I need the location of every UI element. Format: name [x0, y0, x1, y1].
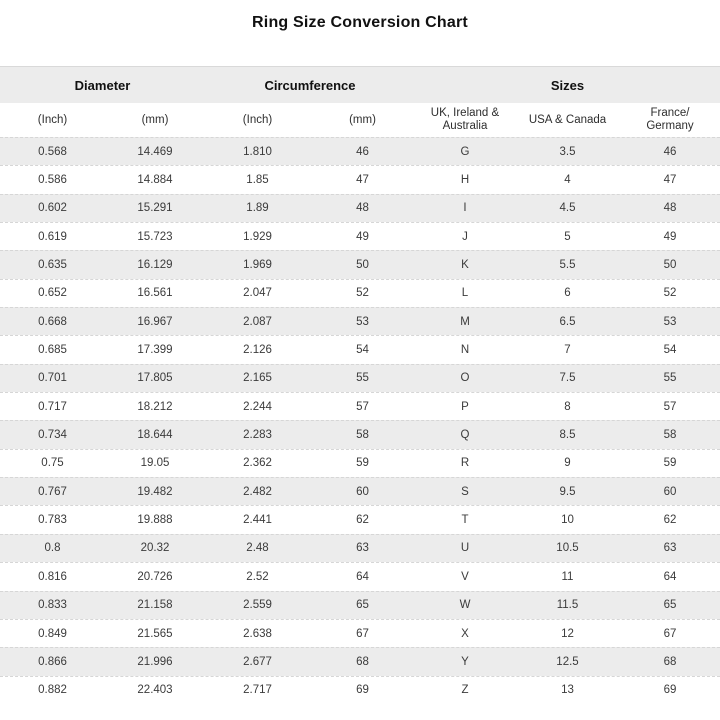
- table-cell: 11: [561, 570, 574, 583]
- table-cell: 1.969: [243, 259, 272, 272]
- table-cell: 6.5: [559, 315, 576, 328]
- table-cell: 46: [356, 145, 369, 158]
- table-cell: 0.882: [38, 684, 67, 697]
- table-cell: 21.996: [137, 655, 173, 668]
- table-cell: 49: [356, 230, 369, 243]
- table-cell: 15.723: [137, 230, 173, 243]
- table-cell: 16.967: [137, 315, 173, 328]
- table-cell: 18.212: [137, 400, 173, 413]
- table-cell: J: [462, 230, 468, 243]
- table-row: [0, 505, 720, 533]
- table-cell: 2.244: [243, 400, 272, 413]
- table-row: [0, 392, 720, 420]
- table-cell: 47: [663, 174, 677, 187]
- table-cell: 55: [356, 372, 369, 385]
- table-cell: 11.5: [556, 599, 579, 612]
- table-cell: 54: [356, 344, 369, 357]
- table-cell: 2.362: [243, 457, 272, 470]
- table-cell: 2.441: [243, 514, 272, 527]
- table-cell: 14.469: [137, 145, 173, 158]
- table-cell: 1.929: [243, 230, 272, 243]
- table-cell: 2.047: [243, 287, 272, 300]
- table-cell: 0.866: [38, 655, 67, 668]
- table-cell: 21.565: [137, 627, 173, 640]
- table-cell: 21.158: [137, 599, 173, 612]
- table-cell: 12.5: [556, 655, 579, 668]
- table-cell: 5.5: [559, 259, 576, 272]
- table-subheader-row: [0, 103, 720, 137]
- table-cell: 0.635: [38, 259, 67, 272]
- table-cell: 62: [356, 514, 369, 527]
- group-header-circumference: Circumference: [264, 77, 356, 93]
- table-cell: 64: [356, 570, 369, 583]
- table-row: [0, 222, 720, 250]
- table-cell: 0.783: [38, 514, 67, 527]
- table-group-header-row: [0, 66, 720, 103]
- table-cell: M: [460, 315, 470, 328]
- table-cell: G: [460, 145, 470, 158]
- table-cell: 2.087: [243, 315, 272, 328]
- table-cell: I: [463, 202, 467, 215]
- column-header-mm: (mm): [349, 113, 376, 126]
- table-cell: 0.767: [38, 485, 67, 498]
- table-cell: 67: [356, 627, 369, 640]
- table-cell: 57: [663, 400, 677, 413]
- table-cell: 17.805: [137, 372, 173, 385]
- table-cell: 64: [663, 570, 677, 583]
- table-row: [0, 364, 720, 392]
- table-body: [0, 137, 720, 704]
- table-cell: 2.559: [243, 599, 272, 612]
- table-cell: 2.165: [243, 372, 272, 385]
- table-cell: 69: [663, 684, 677, 697]
- table-cell: 46: [663, 145, 677, 158]
- table-cell: 59: [663, 457, 677, 470]
- ring-size-conversion-table: [0, 66, 720, 704]
- table-cell: 5: [564, 230, 571, 243]
- table-cell: 0.833: [38, 599, 67, 612]
- table-cell: 0.568: [38, 145, 67, 158]
- table-cell: 2.52: [246, 570, 269, 583]
- table-cell: 4: [564, 174, 571, 187]
- table-cell: 55: [663, 372, 677, 385]
- table-cell: 58: [356, 429, 369, 442]
- table-row: [0, 307, 720, 335]
- table-cell: 0.619: [38, 230, 67, 243]
- table-cell: 68: [356, 655, 369, 668]
- table-cell: N: [460, 344, 470, 357]
- table-cell: 19.05: [140, 457, 170, 470]
- table-cell: 65: [356, 599, 369, 612]
- table-row: [0, 335, 720, 363]
- table-cell: 65: [663, 599, 677, 612]
- table-cell: P: [461, 400, 469, 413]
- table-cell: 0.849: [38, 627, 67, 640]
- table-cell: 63: [663, 542, 677, 555]
- table-cell: 0.668: [38, 315, 67, 328]
- table-cell: 0.652: [38, 287, 67, 300]
- table-cell: 2.482: [243, 485, 272, 498]
- table-cell: 19.482: [137, 485, 173, 498]
- table-cell: H: [460, 174, 470, 187]
- table-cell: 49: [663, 230, 677, 243]
- table-cell: 54: [663, 344, 677, 357]
- table-cell: 58: [663, 429, 677, 442]
- table-row: [0, 562, 720, 590]
- table-cell: 19.888: [137, 514, 173, 527]
- table-cell: 68: [663, 655, 677, 668]
- table-row: [0, 477, 720, 505]
- table-cell: 0.734: [38, 429, 67, 442]
- table-cell: 2.717: [243, 684, 272, 697]
- table-cell: 7.5: [559, 372, 576, 385]
- table-cell: 2.677: [243, 655, 272, 668]
- group-header-diameter: Diameter: [74, 77, 131, 93]
- table-cell: 2.48: [246, 542, 269, 555]
- table-cell: 7: [564, 344, 571, 357]
- table-cell: 0.8: [44, 542, 61, 555]
- column-header-mm: (mm): [141, 113, 169, 126]
- table-cell: 2.283: [243, 429, 272, 442]
- table-cell: T: [461, 514, 469, 527]
- table-cell: 60: [356, 485, 369, 498]
- table-cell: 60: [663, 485, 677, 498]
- table-cell: 47: [356, 174, 369, 187]
- table-cell: 0.586: [38, 174, 67, 187]
- table-cell: 9: [564, 457, 571, 470]
- table-row: [0, 165, 720, 193]
- table-cell: 0.816: [38, 570, 67, 583]
- table-cell: 0.602: [38, 202, 67, 215]
- table-cell: 69: [356, 684, 369, 697]
- page-title: Ring Size Conversion Chart: [252, 14, 468, 31]
- table-cell: 59: [356, 457, 369, 470]
- table-cell: 1.85: [246, 174, 269, 187]
- table-row: [0, 449, 720, 477]
- table-cell: 13: [561, 684, 574, 697]
- table-cell: 2.638: [243, 627, 272, 640]
- table-row: [0, 194, 720, 222]
- table-cell: 57: [356, 400, 369, 413]
- column-header-uk-ireland-australia: UK, Ireland & Australia: [430, 107, 500, 132]
- table-cell: 0.75: [41, 457, 64, 470]
- table-cell: 52: [663, 287, 677, 300]
- table-cell: 18.644: [137, 429, 173, 442]
- table-row: [0, 676, 720, 704]
- table-cell: 17.399: [137, 344, 173, 357]
- column-header-inch: (Inch): [242, 113, 273, 126]
- table-cell: 48: [663, 202, 677, 215]
- table-cell: Z: [461, 684, 469, 697]
- table-cell: 1.810: [243, 145, 272, 158]
- table-cell: 52: [356, 287, 369, 300]
- table-cell: W: [459, 599, 471, 612]
- table-cell: 4.5: [559, 202, 576, 215]
- table-cell: L: [461, 287, 469, 300]
- table-cell: Q: [460, 429, 470, 442]
- table-cell: 20.726: [137, 570, 173, 583]
- table-cell: K: [461, 259, 469, 272]
- table-cell: 8.5: [559, 429, 576, 442]
- table-cell: 6: [564, 287, 571, 300]
- table-cell: X: [461, 627, 469, 640]
- table-cell: 9.5: [559, 485, 576, 498]
- table-cell: 0.701: [38, 372, 67, 385]
- table-cell: 1.89: [246, 202, 269, 215]
- table-row: [0, 420, 720, 448]
- table-cell: U: [460, 542, 470, 555]
- table-cell: Y: [461, 655, 469, 668]
- table-row: [0, 534, 720, 562]
- table-row: [0, 137, 720, 165]
- table-cell: S: [461, 485, 469, 498]
- column-header-france-germany: France/ Germany: [646, 107, 694, 132]
- column-header-inch: (Inch): [37, 113, 68, 126]
- table-cell: 50: [356, 259, 369, 272]
- table-cell: 20.32: [140, 542, 170, 555]
- table-cell: 12: [561, 627, 574, 640]
- group-header-sizes: Sizes: [550, 77, 585, 93]
- table-cell: 0.685: [38, 344, 67, 357]
- table-cell: 3.5: [559, 145, 576, 158]
- table-cell: 62: [663, 514, 677, 527]
- table-cell: 2.126: [243, 344, 272, 357]
- table-cell: 10: [561, 514, 574, 527]
- table-row: [0, 250, 720, 278]
- table-row: [0, 279, 720, 307]
- column-header-usa-canada: USA & Canada: [528, 113, 607, 126]
- table-cell: 48: [356, 202, 369, 215]
- table-cell: 50: [663, 259, 677, 272]
- table-row: [0, 619, 720, 647]
- table-cell: 67: [663, 627, 677, 640]
- table-cell: 10.5: [556, 542, 579, 555]
- table-cell: O: [460, 372, 470, 385]
- table-cell: 53: [356, 315, 369, 328]
- table-cell: 63: [356, 542, 369, 555]
- table-cell: 53: [663, 315, 677, 328]
- table-cell: 15.291: [137, 202, 173, 215]
- table-cell: V: [461, 570, 469, 583]
- table-cell: 16.561: [137, 287, 173, 300]
- table-cell: 0.717: [38, 400, 67, 413]
- table-cell: 8: [564, 400, 571, 413]
- table-cell: 14.884: [137, 174, 173, 187]
- table-cell: 16.129: [137, 259, 173, 272]
- table-row: [0, 647, 720, 675]
- table-row: [0, 591, 720, 619]
- table-cell: R: [460, 457, 470, 470]
- table-cell: 22.403: [137, 684, 173, 697]
